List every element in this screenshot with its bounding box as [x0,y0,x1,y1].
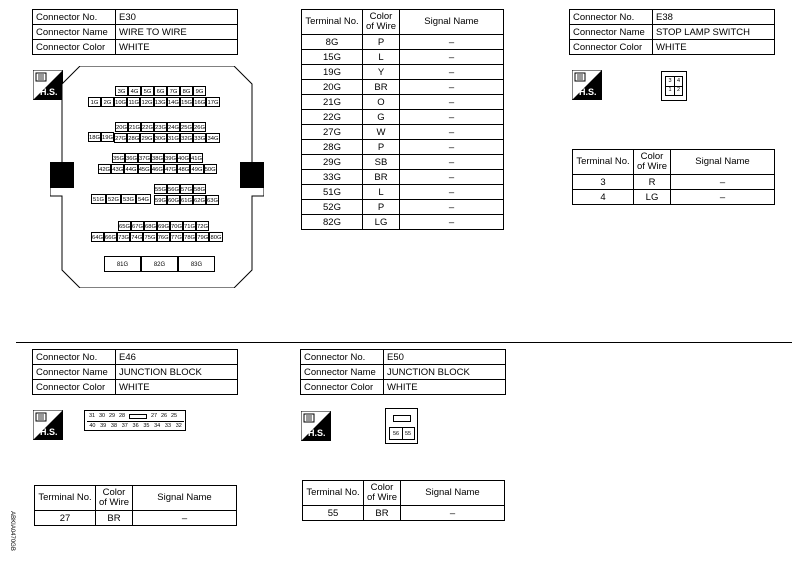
signal-name-header: Signal Name [133,486,237,511]
connector-color-label: Connector Color [301,380,384,395]
e30-pin: 7G [167,86,180,96]
e30-pin: 43G [111,164,124,174]
e46-pin-row-top [87,412,185,421]
wire-color-cell: P [363,200,400,215]
e30-pin: 72G [196,221,209,231]
section-divider [16,342,792,343]
e30-pin: 37G [138,153,151,163]
table-row [302,50,504,65]
signal-name-cell: – [400,110,504,125]
e30-pin: 28G [127,133,140,143]
connector-name-value: WIRE TO WIRE [116,25,238,40]
e46-pin: 36 [130,421,141,431]
connector-no-value: E30 [116,10,238,25]
connector-name-label: Connector Name [33,25,116,40]
terminal-no-cell: 82G [302,215,363,230]
connector-no-value: E50 [384,350,506,365]
connector-no-value: E46 [116,350,238,365]
e30-pin: 51G [91,194,106,204]
terminal-no-header: Terminal No. [303,481,364,506]
e30-pin: 75G [143,232,156,242]
e30-pin: 58G [193,184,206,194]
table-row [302,200,504,215]
terminal-no-cell: 55 [303,506,364,521]
e30-pin: 9G [193,86,206,96]
e30-pin: 44G [124,164,137,174]
wire-color-cell: Y [363,65,400,80]
e30-pin: 35G [112,153,125,163]
connector-name-label: Connector Name [301,365,384,380]
e30-pin: 14G [167,97,180,107]
connector-color-value: WHITE [384,380,506,395]
e30-pin: 30G [154,133,167,143]
e46-pin: 29 [108,413,116,419]
e30-pin: 79G [196,232,209,242]
signal-name-header: Signal Name [400,10,504,35]
e30-pin: 45G [138,164,151,174]
signal-name-cell: – [133,511,237,526]
e30-pin: 42G [98,164,111,174]
e30-pin: 13G [154,97,167,107]
e30-pin: 57G [180,184,193,194]
wire-color-cell: W [363,125,400,140]
e30-pin: 24G [167,122,180,132]
e30-pin: 4G [128,86,141,96]
e30-pin: 64G [91,232,104,242]
e30-pin: 71G [183,221,196,231]
e46-connector-face [84,410,186,431]
e30-pin: 56G [167,184,180,194]
e30-pin: 81G [104,256,141,272]
e30-pin: 11G [127,97,140,107]
e30-pin: 38G [151,153,164,163]
wire-color-cell: SB [363,155,400,170]
table-row [302,185,504,200]
terminal-no-cell: 22G [302,110,363,125]
table-row [303,506,505,521]
signal-name-cell: – [400,140,504,155]
terminal-no-cell: 52G [302,200,363,215]
connector-name-value: STOP LAMP SWITCH [653,25,775,40]
e30-pin: 50G [204,164,217,174]
e30-pin: 49G [190,164,203,174]
e30-pin: 3G [115,86,128,96]
e30-pin: 74G [130,232,143,242]
signal-name-cell: – [400,125,504,140]
e38-connector-face [661,71,687,101]
e30-pin: 8G [180,86,193,96]
e30-connector-face [50,66,264,288]
e30-pin: 70G [170,221,183,231]
connector-color-value: WHITE [116,380,238,395]
terminal-no-cell: 21G [302,95,363,110]
e30-pin: 73G [117,232,130,242]
e30-pin: 76G [157,232,170,242]
terminal-no-header: Terminal No. [35,486,96,511]
e30-pin: 31G [167,133,180,143]
wire-color-cell: BR [364,506,401,521]
terminal-no-cell: 19G [302,65,363,80]
e30-pin: 60G [167,195,180,205]
e30-pin: 19G [101,132,114,142]
terminal-no-cell: 28G [302,140,363,155]
signal-name-cell: – [400,50,504,65]
signal-name-cell: – [400,65,504,80]
wire-color-cell: BR [363,170,400,185]
e30-pin: 55G [154,184,167,194]
e30-pin: 39G [164,153,177,163]
signal-name-cell: – [400,185,504,200]
e38-terminal-table [572,149,775,205]
wire-color-cell: BR [363,80,400,95]
table-row [302,110,504,125]
terminal-no-cell: 27 [35,511,96,526]
e46-pin-row-bottom [87,421,185,430]
e30-pin: 47G [164,164,177,174]
e30-pin: 2G [101,97,114,107]
e30-pin: 69G [157,221,170,231]
connector-name-value: JUNCTION BLOCK [116,365,238,380]
connector-no-label: Connector No. [570,10,653,25]
signal-name-cell: – [400,155,504,170]
e38-pin-block [665,76,683,96]
hs-label: H.S. [308,428,326,438]
terminal-no-cell: 15G [302,50,363,65]
connector-name-label: Connector Name [570,25,653,40]
table-row [302,95,504,110]
table-row [573,175,775,190]
table-row [302,80,504,95]
e38-pin: 4 [674,77,683,87]
e30-pin: 61G [180,195,193,205]
table-row [302,215,504,230]
wire-color-header: Color of Wire [96,486,133,511]
terminal-no-cell: 20G [302,80,363,95]
signal-name-cell: – [400,80,504,95]
terminal-no-cell: 8G [302,35,363,50]
e46-pin: 30 [98,413,106,419]
e50-connector-face [385,408,418,444]
e30-connector-info [32,9,238,55]
hs-icon [572,70,602,100]
e50-pin: 56 [390,428,403,440]
side-code: ABKIA0470GB [9,511,15,551]
e30-pin: 53G [121,194,136,204]
e30-pin: 66G [104,232,117,242]
wire-color-header: Color of Wire [364,481,401,506]
signal-name-cell: – [400,35,504,50]
wire-color-cell: G [363,110,400,125]
connector-name-label: Connector Name [33,365,116,380]
hs-label: H.S. [40,87,58,97]
e30-pin: 17G [206,97,219,107]
e30-pin: 80G [209,232,222,242]
wire-color-cell: LG [634,190,671,205]
e30-terminal-table [301,9,504,230]
e46-pin: 38 [109,421,120,431]
signal-name-cell: – [401,506,505,521]
e30-pin: 82G [141,256,178,272]
e30-pin: 78G [183,232,196,242]
e30-pin: 46G [151,164,164,174]
e30-pin: 36G [125,153,138,163]
e30-pin: 22G [141,122,154,132]
connector-name-value: JUNCTION BLOCK [384,365,506,380]
e46-pin: 25 [170,413,178,419]
e46-pin: 32 [173,421,184,431]
e30-pin: 77G [170,232,183,242]
e38-pin: 2 [676,87,681,93]
e30-pin: 62G [193,195,206,205]
e46-pin: 37 [119,421,130,431]
hs-label: H.S. [579,87,597,97]
signal-name-cell: – [400,215,504,230]
e46-pin: 34 [152,421,163,431]
e46-pin: 27 [150,413,158,419]
connector-color-label: Connector Color [570,40,653,55]
table-row [302,170,504,185]
e30-pin: 26G [193,122,206,132]
signal-name-header: Signal Name [401,481,505,506]
wire-color-header: Color of Wire [634,150,671,175]
table-row [573,190,775,205]
hs-icon [33,410,63,440]
terminal-no-cell: 27G [302,125,363,140]
connector-color-value: WHITE [116,40,238,55]
connector-no-value: E38 [653,10,775,25]
connector-color-label: Connector Color [33,40,116,55]
e30-pin: 6G [154,86,167,96]
e30-pin: 41G [190,153,203,163]
table-row [35,511,237,526]
table-row [302,35,504,50]
table-row [302,125,504,140]
e46-pin: 39 [98,421,109,431]
e30-pin: 52G [106,194,121,204]
terminal-no-cell: 51G [302,185,363,200]
e30-pin: 27G [114,133,127,143]
wire-color-cell: P [363,140,400,155]
e50-connector-info [300,349,506,395]
e30-pin: 15G [180,97,193,107]
e30-pin: 67G [131,221,144,231]
terminal-no-header: Terminal No. [573,150,634,175]
e30-pin: 59G [154,195,167,205]
e50-pin-block [389,427,415,440]
wire-color-header: Color of Wire [363,10,400,35]
e30-pin: 12G [140,97,153,107]
connector-no-label: Connector No. [33,350,116,365]
connector-no-label: Connector No. [301,350,384,365]
signal-name-cell: – [400,200,504,215]
terminal-no-cell: 3 [573,175,634,190]
e46-pin: 28 [118,413,126,419]
e38-connector-info [569,9,775,55]
connector-color-label: Connector Color [33,380,116,395]
e46-pin: 40 [87,421,98,431]
e38-pin: 1 [666,86,675,95]
terminal-no-header: Terminal No. [302,10,363,35]
signal-name-header: Signal Name [671,150,775,175]
e30-pin: 65G [118,221,131,231]
e46-key-slot [129,414,147,419]
signal-name-cell: – [671,190,775,205]
e38-pin: 3 [666,77,675,87]
e46-connector-info [32,349,238,395]
terminal-no-cell: 4 [573,190,634,205]
table-row [302,140,504,155]
e30-pin: 48G [177,164,190,174]
terminal-no-cell: 33G [302,170,363,185]
e30-pin: 20G [115,122,128,132]
e30-pin: 32G [180,133,193,143]
e30-pin: 83G [178,256,215,272]
e30-pin: 63G [206,195,219,205]
wire-color-cell: LG [363,215,400,230]
wire-color-cell: P [363,35,400,50]
e30-pin: 29G [140,133,153,143]
wire-color-cell: R [634,175,671,190]
terminal-no-cell: 29G [302,155,363,170]
e30-pin: 40G [177,153,190,163]
e30-pin: 33G [193,133,206,143]
e30-pin: 25G [180,122,193,132]
wire-color-cell: O [363,95,400,110]
table-row [302,65,504,80]
e30-pin: 54G [136,194,151,204]
e30-pin: 23G [154,122,167,132]
e50-latch [393,415,411,422]
connector-color-value: WHITE [653,40,775,55]
e30-pin: 21G [128,122,141,132]
e30-pin: 68G [144,221,157,231]
signal-name-cell: – [400,170,504,185]
e50-terminal-table [302,480,505,521]
e46-pin: 35 [141,421,152,431]
e30-pin: 16G [193,97,206,107]
hs-icon [301,411,331,441]
e30-pin: 34G [206,133,219,143]
e30-pin: 5G [141,86,154,96]
e30-pin: 1G [88,97,101,107]
wire-color-cell: L [363,185,400,200]
e46-pin: 26 [160,413,168,419]
hs-label: H.S. [40,427,58,437]
connector-no-label: Connector No. [33,10,116,25]
wire-color-cell: L [363,50,400,65]
e50-pin: 55 [404,431,412,437]
signal-name-cell: – [400,95,504,110]
e30-pin: 10G [114,97,127,107]
e46-terminal-table [34,485,237,526]
wire-color-cell: BR [96,511,133,526]
e46-pin: 31 [88,413,96,419]
e46-pin: 33 [163,421,174,431]
e30-pin: 18G [88,132,101,142]
table-row [302,155,504,170]
signal-name-cell: – [671,175,775,190]
